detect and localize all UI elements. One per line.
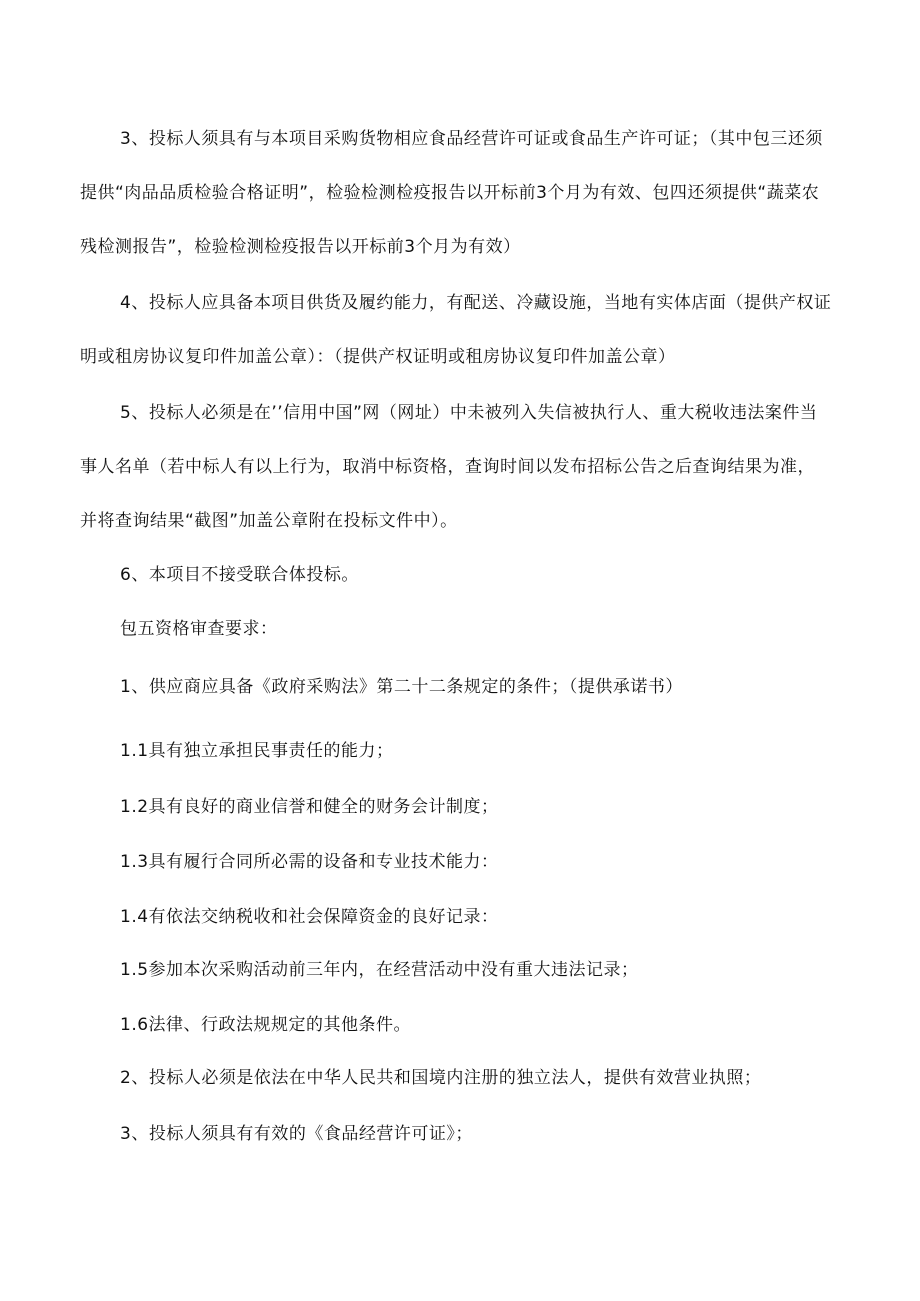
line-item-1-2: 1.2具有良好的商业信誉和健全的财务会计制度； <box>120 797 499 817</box>
line-item-1-5: 1.5参加本次采购活动前三年内，在经营活动中没有重大违法记录； <box>120 960 639 980</box>
section-heading-package-five: 包五资格审查要求： <box>120 619 278 639</box>
line-item-1-conditions: 1、供应商应具备《政府采购法》第二十二条规定的条件；（提供承诺书） <box>120 677 683 697</box>
paragraph-item-4-delivery: 4、投标人应具备本项目供货及履约能力，有配送、冷藏设施，当地有实体店面（提供产权证明或租房协议复印件加盖公章）：（提供产权证明或租房协议复印件加盖公章） <box>80 293 832 367</box>
line-item-1-1: 1.1具有独立承担民事责任的能力； <box>120 741 394 761</box>
line-item-1-3: 1.3具有履行合同所必需的设备和专业技术能力： <box>120 852 499 872</box>
paragraph-item-3-license: 3、投标人须具有与本项目采购货物相应食品经营许可证或食品生产许可证；（其中包三还须提供“肉品品质检验合格证明”，检验检测检疫报告以开标前3个月为有效、包四还须提供“蔬菜农残检测报告”，检验检测检疫报告以开标前3个月为有效） <box>80 129 823 257</box>
line-item-2-business-license: 2、投标人必须是依法在中华人民共和国境内注册的独立法人，提供有效营业执照； <box>120 1068 762 1088</box>
line-item-1-4: 1.4有依法交纳税收和社会保障资金的良好记录： <box>120 907 499 927</box>
line-item-3-food-license: 3、投标人须具有有效的《食品经营许可证》； <box>120 1124 473 1144</box>
paragraph-item-5-credit: 5、投标人必须是在’’信用中国”网（网址）中未被列入失信被执行人、重大税收违法案件当事人名单（若中标人有以上行为，取消中标资格，查询时间以发布招标公告之后查询结果为准，并将查询结果“截图”加盖公章附在投标文件中）。 <box>80 403 818 531</box>
line-item-1-6: 1.6法律、行政法规规定的其他条件。 <box>120 1015 412 1035</box>
line-item-6-no-consortium: 6、本项目不接受联合体投标。 <box>120 565 359 585</box>
